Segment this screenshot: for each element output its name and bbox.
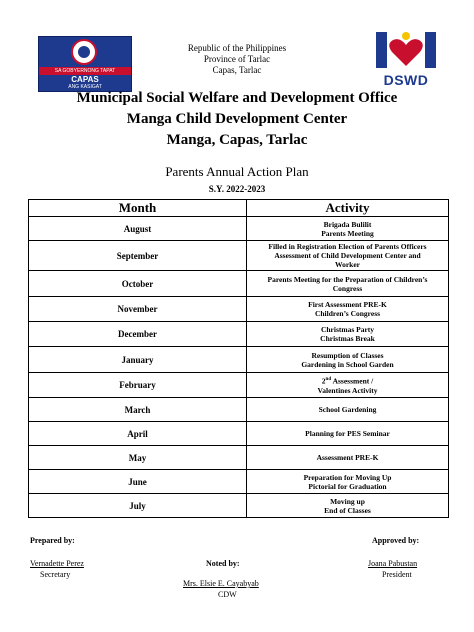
month-cell: January [29,347,247,373]
activity-cell [247,347,449,373]
activity-line: Assessment PRE-K [316,453,379,462]
month-cell: November [29,297,247,322]
activity-cell [247,322,449,347]
table-row [29,297,449,322]
activity-cell [247,297,449,322]
activity-cell [247,494,449,518]
activity-cell [247,446,449,470]
activity-line: Moving up [330,496,365,506]
activity-line [249,375,446,386]
dswd-logo-text: DSWD [383,72,429,88]
activity-line: Parents Meeting for the Preparation of Children’s [267,274,428,284]
table-row [29,398,449,422]
table-header-row [29,200,449,217]
activity-line: Parents Meeting [321,228,374,238]
month-cell: August [29,217,247,241]
table-row [29,241,449,271]
logo-name-text: CAPAS [71,75,99,84]
prepared-by-label: Prepared by: [30,536,75,545]
republic-line: Republic of the Philippines [187,43,287,53]
activity-text: Assessment / [331,376,374,386]
activity-line: End of Classes [324,505,371,515]
noted-by-title: CDW [218,590,237,599]
activity-cell [247,241,449,271]
activity-line: Pictorial for Graduation [308,481,387,491]
approved-by-label: Approved by: [372,536,420,545]
activity-line: Resumption of Classes [311,350,384,360]
month-cell: March [29,398,247,422]
table-row [29,470,449,494]
table-row [29,322,449,347]
table-row [29,373,449,398]
activity-line: Christmas Party [320,325,375,334]
activity-column-header: Activity [247,200,449,217]
prepared-by-name: Vernadette Perez [30,559,84,568]
activity-cell [247,271,449,297]
month-cell: April [29,422,247,446]
month-cell: October [29,271,247,297]
activity-line: Filled in Registration Election of Parents Officers [268,242,427,251]
prepared-by-title: Secretary [40,570,71,579]
activity-line: Christmas Break [320,334,375,343]
school-year: S.Y. 2022-2023 [208,184,266,194]
center-address: Manga, Capas, Tarlac [166,132,308,148]
month-cell: May [29,446,247,470]
month-column-header: Month [29,200,247,217]
ordinal-suffix: nd [325,377,332,383]
activity-line: Valentines Activity [317,385,378,395]
activity-cell [247,217,449,241]
activity-cell [247,398,449,422]
town-line: Capas, Tarlac [212,65,262,75]
activity-cell [247,373,449,398]
table-row [29,422,449,446]
plan-title: Parents Annual Action Plan [165,164,309,179]
activity-line: School Gardening [318,405,377,414]
logo-banner-text: SA GOBYERNONG TAPAT [39,67,131,75]
action-plan-table [28,199,449,518]
table-row [29,217,449,241]
office-name: Municipal Social Welfare and Development Office [76,90,398,106]
approved-by-name: Joana Pabustan [368,559,418,568]
province-line: Province of Tarlac [203,54,271,64]
activity-line: First Assessment PRE-K [308,300,387,309]
month-cell: February [29,373,247,398]
activity-line: Gardening in School Garden [301,359,394,369]
table-row [29,347,449,373]
approved-by-title: President [382,570,412,579]
activity-line: Assessment of Child Development Center and [274,251,421,260]
activity-line: Brigada Bulilit [323,219,372,229]
activity-line: Preparation for Moving Up [303,472,392,482]
center-name: Manga Child Development Center [126,111,348,127]
month-cell: December [29,322,247,347]
month-cell: July [29,494,247,518]
noted-by-label: Noted by: [206,559,240,568]
activity-line: Children’s Congress [314,309,381,318]
ordinal-number: 2 [321,376,326,386]
activity-cell [247,422,449,446]
table-row [29,446,449,470]
activity-cell [247,470,449,494]
activity-line: Planning for PES Seminar [305,429,390,438]
noted-by-name: Mrs. Elsie E. Cayabyab [183,579,259,588]
logo-motto-text: ANG KASIGAT [68,84,102,90]
table-row [29,494,449,518]
table-row [29,271,449,297]
month-cell: September [29,241,247,271]
month-cell: June [29,470,247,494]
activity-line: Worker [335,260,360,269]
activity-line: Congress [332,283,363,293]
